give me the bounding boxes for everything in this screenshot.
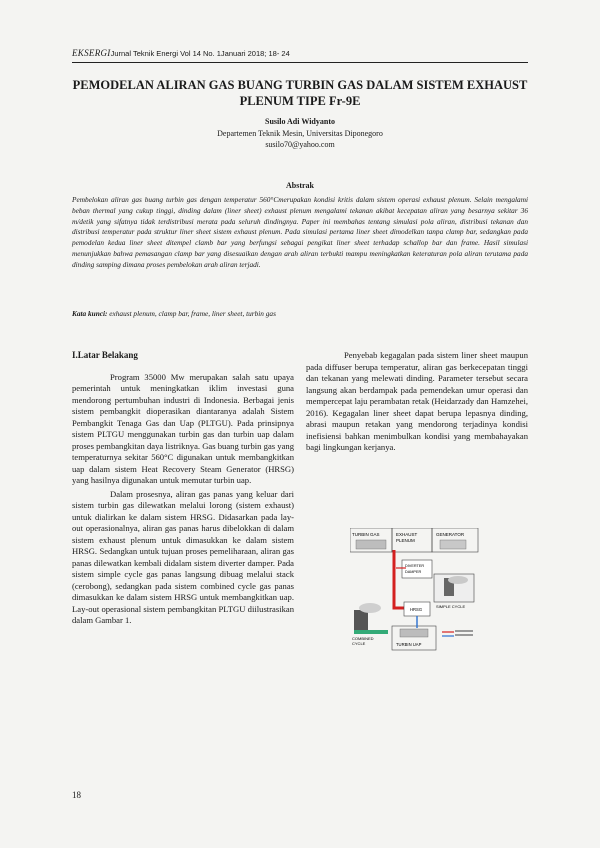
diverter-damper-box [402, 560, 432, 578]
label-diverter: DIVERTER [405, 564, 425, 568]
label-exhaust: EXHAUST [396, 532, 418, 537]
affiliation: Departemen Teknik Mesin, Universitas Diponegoro [217, 129, 383, 138]
abstract-text: Pembelokan aliran gas buang turbin gas dengan temperatur 560°Cmerupakan kondisi kritis dalam sistem operasi exhaust plenum. Selain mengalami beban thermal yang cukup tinggi, dinding dalam (liner sheet) exhaust plenum mengalami tekanan akibat kecepatan aliran yang besarnya sekitar 36 m/detik yang sifatnya tidak terdistribusi merata pada seluruh dindingnya. Paper ini membahas tentang simulasi pola aliran, distribusi tekanan dan distribusi temperatur pada struktur liner sheet sistem exhaust plenum. Pada simulasi pertama liner sheet dimodelkan tanpa clamp bar, sedangkan pada pemodelan kedua liner sheet ditempel clamb bar yang berfungsi sebagai pengikat liner sheet terhadap schallop bar dan frame. Hasil simulasi menunjukkan bahwa pemasangan clamp bar yang disesuaikan dengan arah aliran terbukti mampu meningkatkan keteraturan pola aliran terutama pada dinding samping dimana proses pembelokan arah aliran terjadi. [72, 195, 528, 269]
label-turbin-uap: TURBIN UAP [396, 642, 422, 647]
paragraph: Penyebab kegagalan pada sistem liner sheet maupun pada diffuser berupa temperatur, aliran gas berkecepatan tinggi dan tekanan yang melewati dinding. Parameter tersebut secara langsung akan berdampak pada pemendekan umur operasi dan mempercepat laju perambatan retak (Heidarzady dan Hamzehei, 2016). Kegagalan liner sheet dapat berupa lepasnya dinding, abrasi maupun retakan yang mendorong terjadinya kondisi inefisiensi bahkan menimbulkan kondisi yang membahayakan bagi lingkungan kerjanya. [306, 350, 528, 452]
journal-header [72, 48, 528, 58]
generator-shape [440, 540, 466, 549]
flow-arrow-down [394, 550, 408, 608]
smoke [448, 576, 468, 584]
label-generator: GENERATOR [436, 532, 465, 537]
legend-text-mark [455, 630, 473, 632]
label-combined: COMBINED [352, 636, 374, 641]
label-hrsg: HRSG [410, 607, 423, 612]
journal-brand: EKSERGI [72, 48, 111, 58]
page-number: 18 [72, 790, 81, 800]
turbine-shape [356, 540, 386, 549]
label-simple-cycle: SIMPLE CYCLE [436, 604, 466, 609]
label-turbin-gas: TURBIN GAS [352, 532, 380, 537]
author-affiliation-block [72, 128, 528, 150]
smoke [359, 603, 381, 613]
paragraph: Program 35000 Mw merupakan salah satu upaya pemerintah untuk meningkatkan iklim investasi guna mendorong pertumbuhan industri di Indonesia. Berbagai jenis sistem pembangkit dioperasikan diantaranya adalah Sistem Pembangkit Tenaga Gas dan Uap (PLTGU). Pada prinsipnya sistem PLTGU menggunakan turbin gas dan turbin uap dalam proses pembangkitan daya listriknya. Gas buang turbin gas yang temperaturnya sekitar 560°C digunakan untuk membangkitkan uap dalam sistem Heat Recovery Steam Generator (HRSG) yang hasilnya digunakan untuk memutar turbin uap. [72, 371, 294, 485]
keywords-label: Kata kunci: [72, 309, 108, 318]
label-cycle: CYCLE [352, 641, 366, 646]
keywords [72, 309, 528, 318]
left-column [72, 350, 294, 629]
combined-cycle-stack [354, 610, 368, 632]
right-column [306, 350, 528, 456]
author-name: Susilo Adi Widyanto [265, 117, 335, 126]
label-plenum: PLENUM [396, 538, 415, 543]
header-rule [72, 62, 528, 63]
keywords-text: exhaust plenum, clamp bar, frame, liner sheet, turbin gas [107, 309, 276, 318]
abstract-heading: Abstrak [285, 181, 314, 190]
section-heading: I.Latar Belakang [72, 350, 138, 360]
paragraph: Dalam prosesnya, aliran gas panas yang keluar dari sistem turbin gas dilewatkan melalui lorong (sistem exhaust) untuk dialirkan ke dalam sistem HRSG. Didasarkan pada lay-out operasionalnya, aliran gas panas harus dibelokkan di dalam sistem exhaust plenum untuk dimasukkan ke dalam sistem HRSG. Sedangkan untuk tujuan proses pemeliharaan, aliran gas panas dilewatkan kembali didalam sistem diverter damper. Pada sistem simple cycle gas panas langsung dibuag melalui stack (cerobong), sedangkan pada sistem combined cycle gas panas dimasukkan ke dalam sistem HRSG untuk membangkitkan uap. Lay-out operasional sistem pembangkitan PLTGU diilustrasikan dalam Gambar 1. [72, 488, 294, 625]
figure-plant-layout [350, 528, 480, 654]
legend-text-mark [455, 634, 473, 636]
label-damper: DAMPER [405, 570, 422, 574]
journal-citation: Jurnal Teknik Energi Vol 14 No. 1Januari 2018; 18- 24 [110, 49, 290, 58]
ground [354, 630, 388, 634]
email: susilo70@yahoo.com [265, 140, 335, 149]
paper-title: PEMODELAN ALIRAN GAS BUANG TURBIN GAS DALAM SISTEM EXHAUST PLENUM TIPE Fr-9E [72, 78, 528, 108]
steam-turbine-shape [400, 629, 428, 637]
